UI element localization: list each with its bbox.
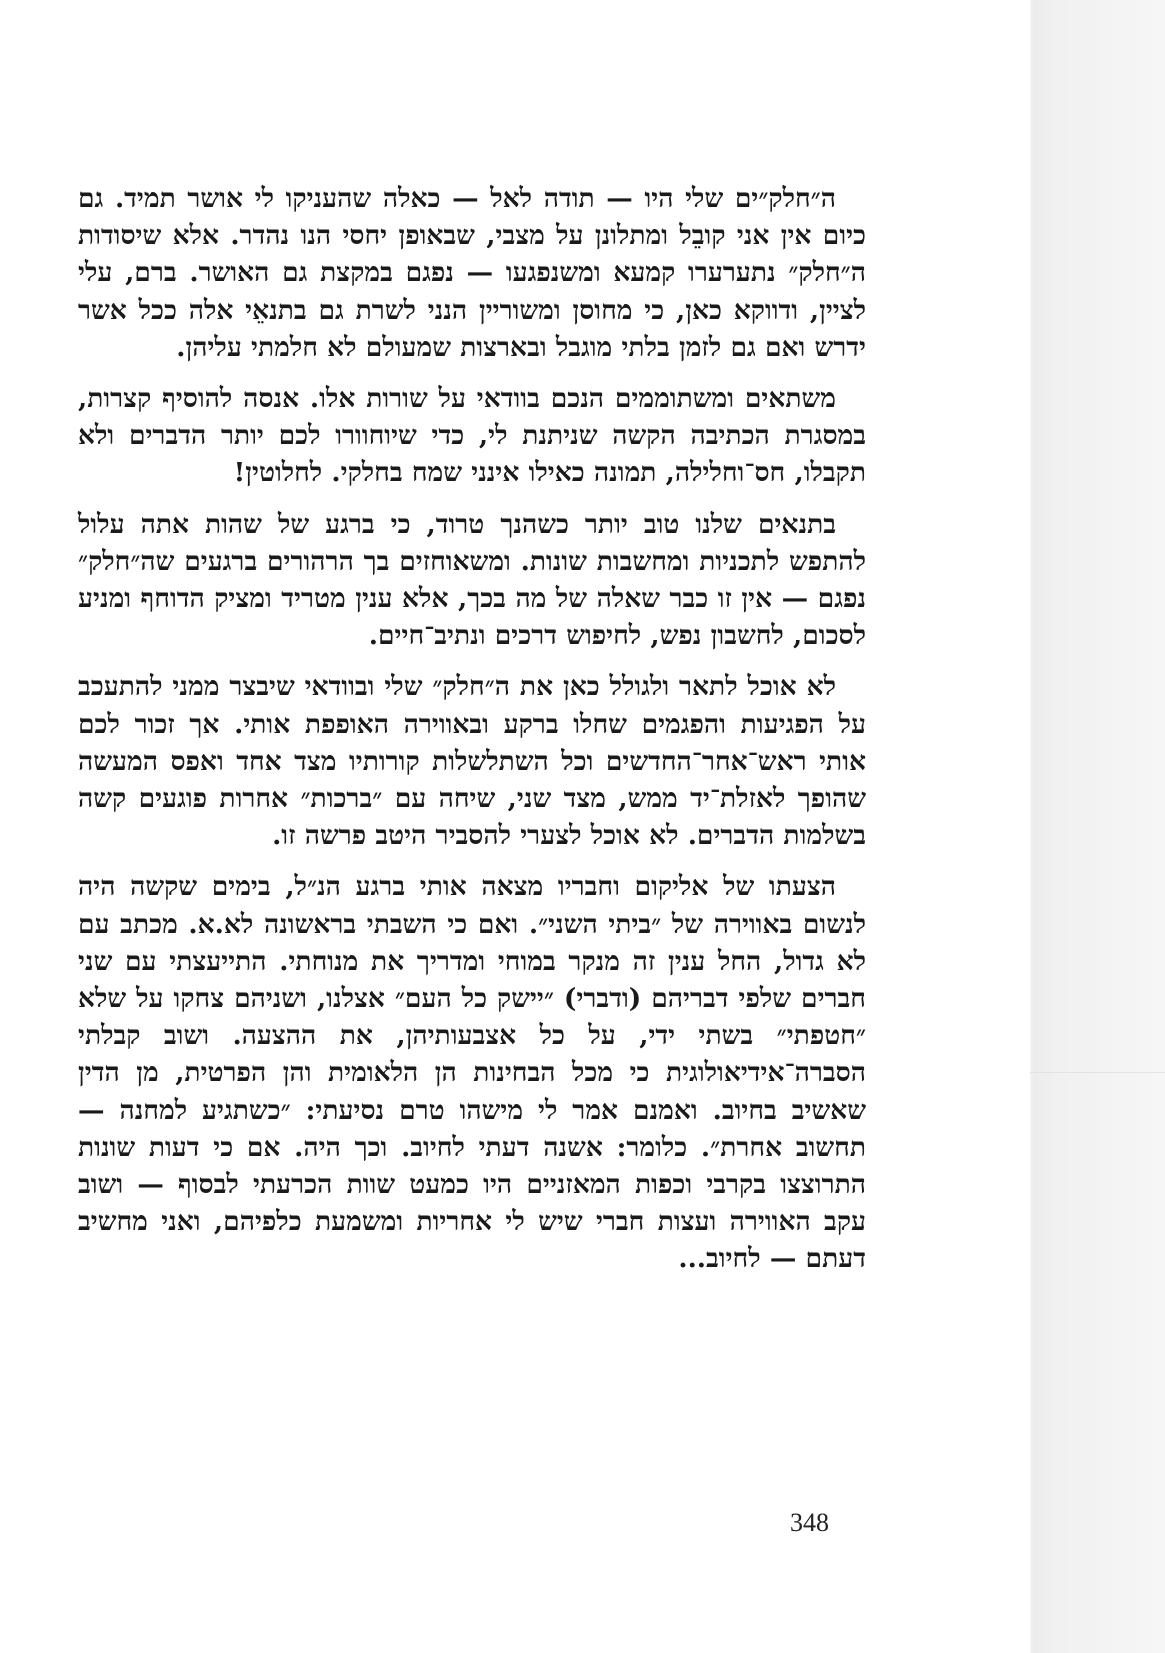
scanner-edge-shadow <box>1030 0 1165 1653</box>
page-number: 348 <box>790 1508 829 1537</box>
paragraph-1: ה״חלק״ים שלי היו — תודה לאל — כאלה שהעניקו לי אושר תמיד. גם כיום אין אני קובֵל ומתלונן על מצבי, שבאופן יחסי הנו נהדר. אלא שיסודות ה״חלק״ נתערערו קמעא ומשנפגעו — נפגם במקצת גם האושר. ברם, עלי לציין, ודווקא כאן, כי מחוסן ומשוריין הנני לשרת גם בתנאֵי אלה ככל אשר ידרש ואם גם לזמן בלתי מוגבל ובארצות שמעולם לא חלמתי עליהן. <box>78 183 866 363</box>
body-text <box>78 180 866 1292</box>
paragraph-5: הצעתו של אליקום וחבריו מצאה אותי ברגע הנ״ל, בימים שקשה היה לנשום באווירה של ״ביתי השני״. ואם כי השבתי בראשונה לא.א. מכתב עם לא גדול, החל ענין זה מנקר במוחי ומדריך את מנוחתי. התייעצתי עם שני חברים שלפי דבריהם (ודברי) ״יישק כל העם״ אצלנו, ושניהם צחקו על שלא ״חטפתי״ בשתי ידי, על כל אצבעותיהן, את ההצעה. ושוב קבלתי הסברה־אידיאולוגית כי מכל הבחינות הן הלאומית והן הפרטית, מן הדין שאשיב בחיוב. ואמנם אמר לי מישהו טרם נסיעתי: ״כשתגיע למחנה — תחשוב אחרת״. כלומר: אשנה דעתי לחיוב. וכך היה. אם כי דעות שונות התרוצצו בקרבי וכפות המאזניים היו כמעט שוות הכרעתי לבסוף — ושוב עקב האווירה ועצות חברי שיש לי אחריות ומשמעת כלפיהם, ואני מחשיב דעתם — לחיוב... <box>78 871 866 1275</box>
scanner-edge-line <box>1030 1072 1165 1073</box>
paragraph-2: משתאים ומשתוממים הנכם בוודאי על שורות אלו. אנסה להוסיף קצרות, במסגרת הכתיבה הקשה שניתנת לי, כדי שיוחוורו לכם יותר הדברים ולא תקבלו, חס־וחלילה, תמונה כאילו אינני שמח בחלקי. לחלוטין! <box>78 383 866 489</box>
paragraph-3: בתנאים שלנו טוב יותר כשהנך טרוד, כי ברגע של שהות אתה עלול להתפש לתכניות ומחשבות שונות. ומשאוחזים בך הרהורים ברגעים שה״חלק״ נפגם — אין זו כבר שאלה של מה בכך, אלא ענין מטריד ומציק הדוחף ומניע לסכום, לחשבון נפש, לחיפוש דרכים ונתיב־חיים. <box>78 508 866 652</box>
paragraph-4: לא אוכל לתאר ולגולל כאן את ה״חלק״ שלי ובוודאי שיבצר ממני להתעכב על הפגיעות והפגמים שחלו ברקע ובאווירה האופפת אותי. אך זכור לכם אותי ראש־אחר־החדשים וכל השתלשלות קורותיו מצד אחד ואפס המעשה שהופך לאזלת־יד ממש, מצד שני, שיחה עם ״ברכות״ אחרות פוגעים קשה בשלמות הדברים. לא אוכל לצערי להסביר היטב פרשה זו. <box>78 671 866 852</box>
